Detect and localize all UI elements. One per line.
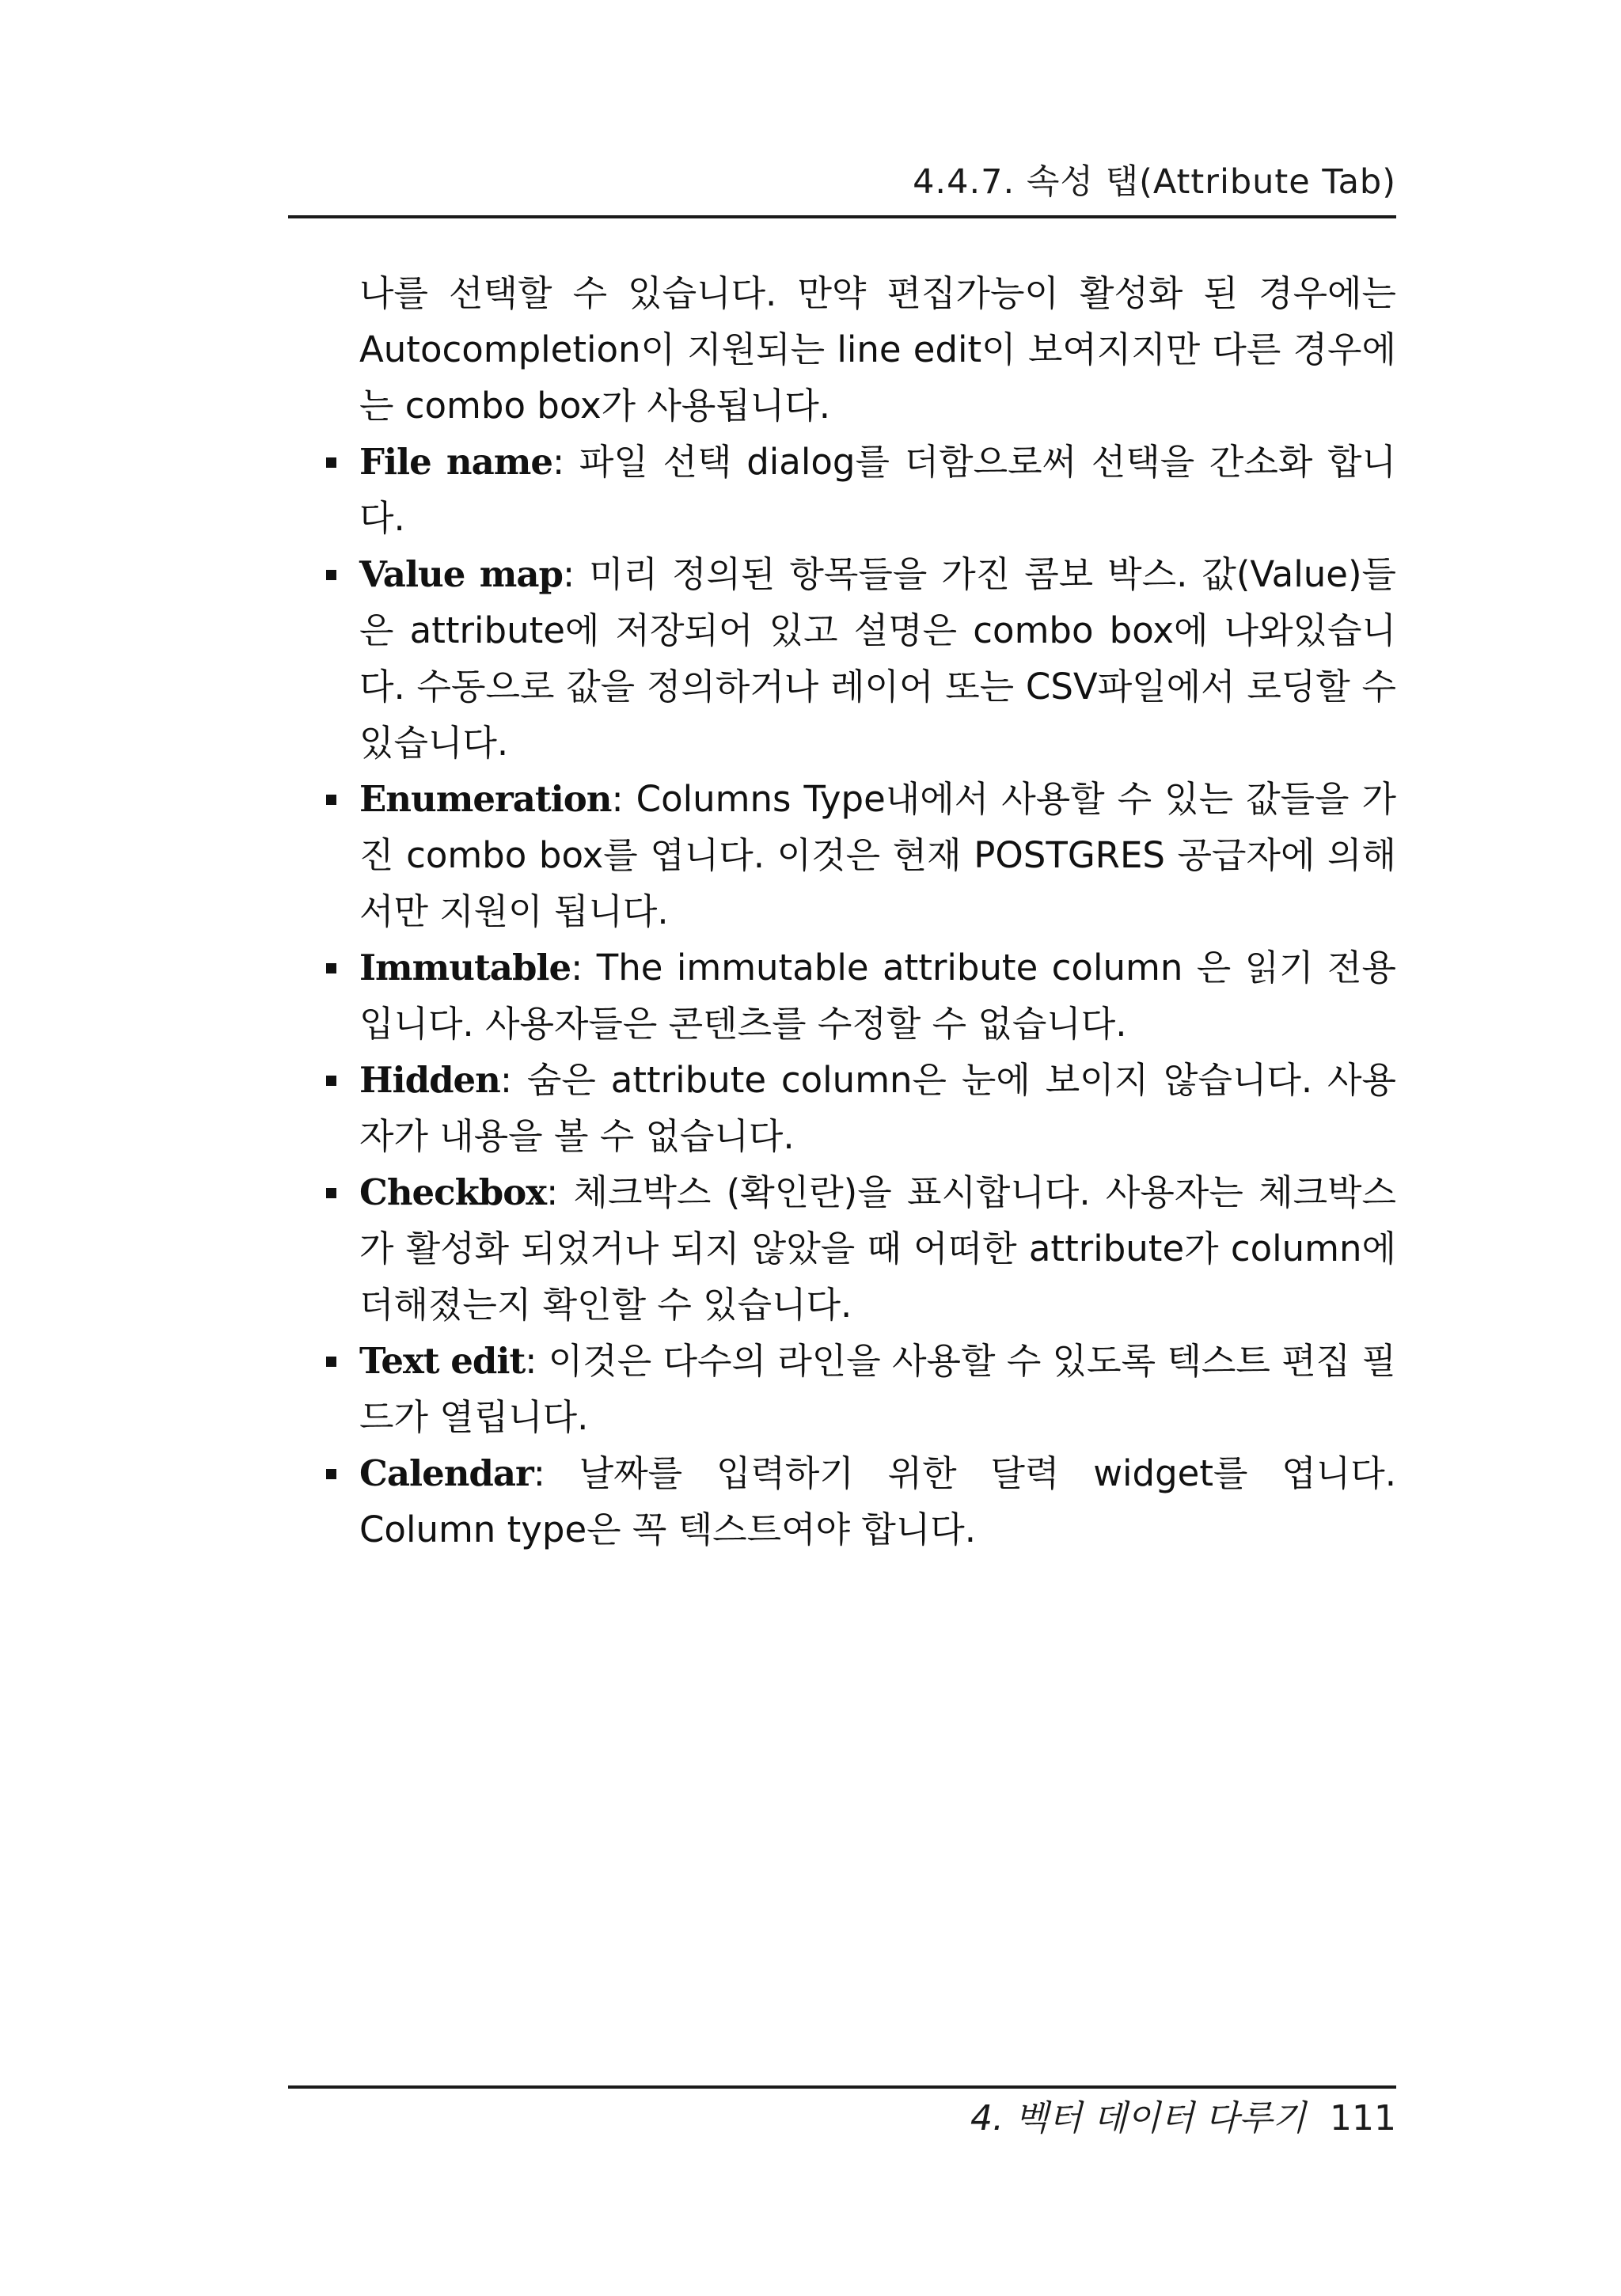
item-text: : 미리 정의된 항목들을 가진 콤보 박스. 값(Value)들은 attribute에 저장되어 있고 설명은 combo box에 나와있습니다. 수동으로 값을 정의하거나 레이어 또는 CSV파일에서 로딩할 수 있습니다. — [359, 553, 1396, 764]
list-item — [359, 939, 1396, 1052]
chapter-title: 4. 벡터 데이터 다루기 — [970, 2098, 1307, 2139]
list-item — [359, 771, 1396, 939]
page-number: 111 — [1330, 2098, 1396, 2139]
item-text: : 파일 선택 dialog를 더함으로써 선택을 간소화 합니다. — [359, 441, 1396, 539]
intro-paragraph: 나를 선택할 수 있습니다. 만약 편집가능이 활성화 된 경우에는 Autocompletion이 지원되는 line edit이 보여지지만 다른 경우에는 combo box가 사용됩니다. — [359, 272, 1396, 427]
footer-divider — [288, 2085, 1396, 2089]
item-term: File name — [359, 441, 552, 483]
page-body — [359, 265, 1396, 1558]
list-item — [359, 546, 1396, 771]
section-header: 4.4.7. 속성 탭(Attribute Tab) — [913, 162, 1396, 202]
item-text: : 날짜를 입력하기 위한 달력 widget를 엽니다. Column type은 꼭 텍스트여야 합니다. — [359, 1452, 1396, 1550]
item-text: : 이것은 다수의 라인을 사용할 수 있도록 텍스트 편집 필드가 열립니다. — [359, 1340, 1396, 1438]
item-text: : 체크박스 (확인란)을 표시합니다. 사용자는 체크박스가 활성화 되었거나 되지 않았을 때 어떠한 attribute가 column에 더해졌는지 확인할 수 있습니다. — [359, 1171, 1396, 1326]
item-term: Hidden — [359, 1059, 500, 1101]
list-item — [359, 1052, 1396, 1164]
item-term: Immutable — [359, 947, 571, 989]
item-text: : The immutable attribute column 은 읽기 전용입니다. 사용자들은 콘텐츠를 수정할 수 없습니다. — [359, 947, 1396, 1045]
list-item — [359, 1333, 1396, 1445]
header-divider — [288, 215, 1396, 218]
item-term: Text edit — [359, 1340, 526, 1382]
list-item — [359, 434, 1396, 546]
page-footer — [288, 2089, 1396, 2140]
item-text: : Columns Type내에서 사용할 수 있는 값들을 가진 combo box를 엽니다. 이것은 현재 POSTGRES 공급자에 의해서만 지원이 됩니다. — [359, 778, 1396, 932]
widget-type-list — [359, 434, 1396, 1558]
item-term: Calendar — [359, 1452, 533, 1494]
item-term: Checkbox — [359, 1171, 547, 1213]
item-term: Value map — [359, 553, 563, 595]
item-text: : 숨은 attribute column은 눈에 보이지 않습니다. 사용자가 내용을 볼 수 없습니다. — [359, 1059, 1396, 1157]
item-term: Enumeration — [359, 778, 612, 820]
list-item — [359, 1445, 1396, 1558]
list-item — [359, 1164, 1396, 1333]
